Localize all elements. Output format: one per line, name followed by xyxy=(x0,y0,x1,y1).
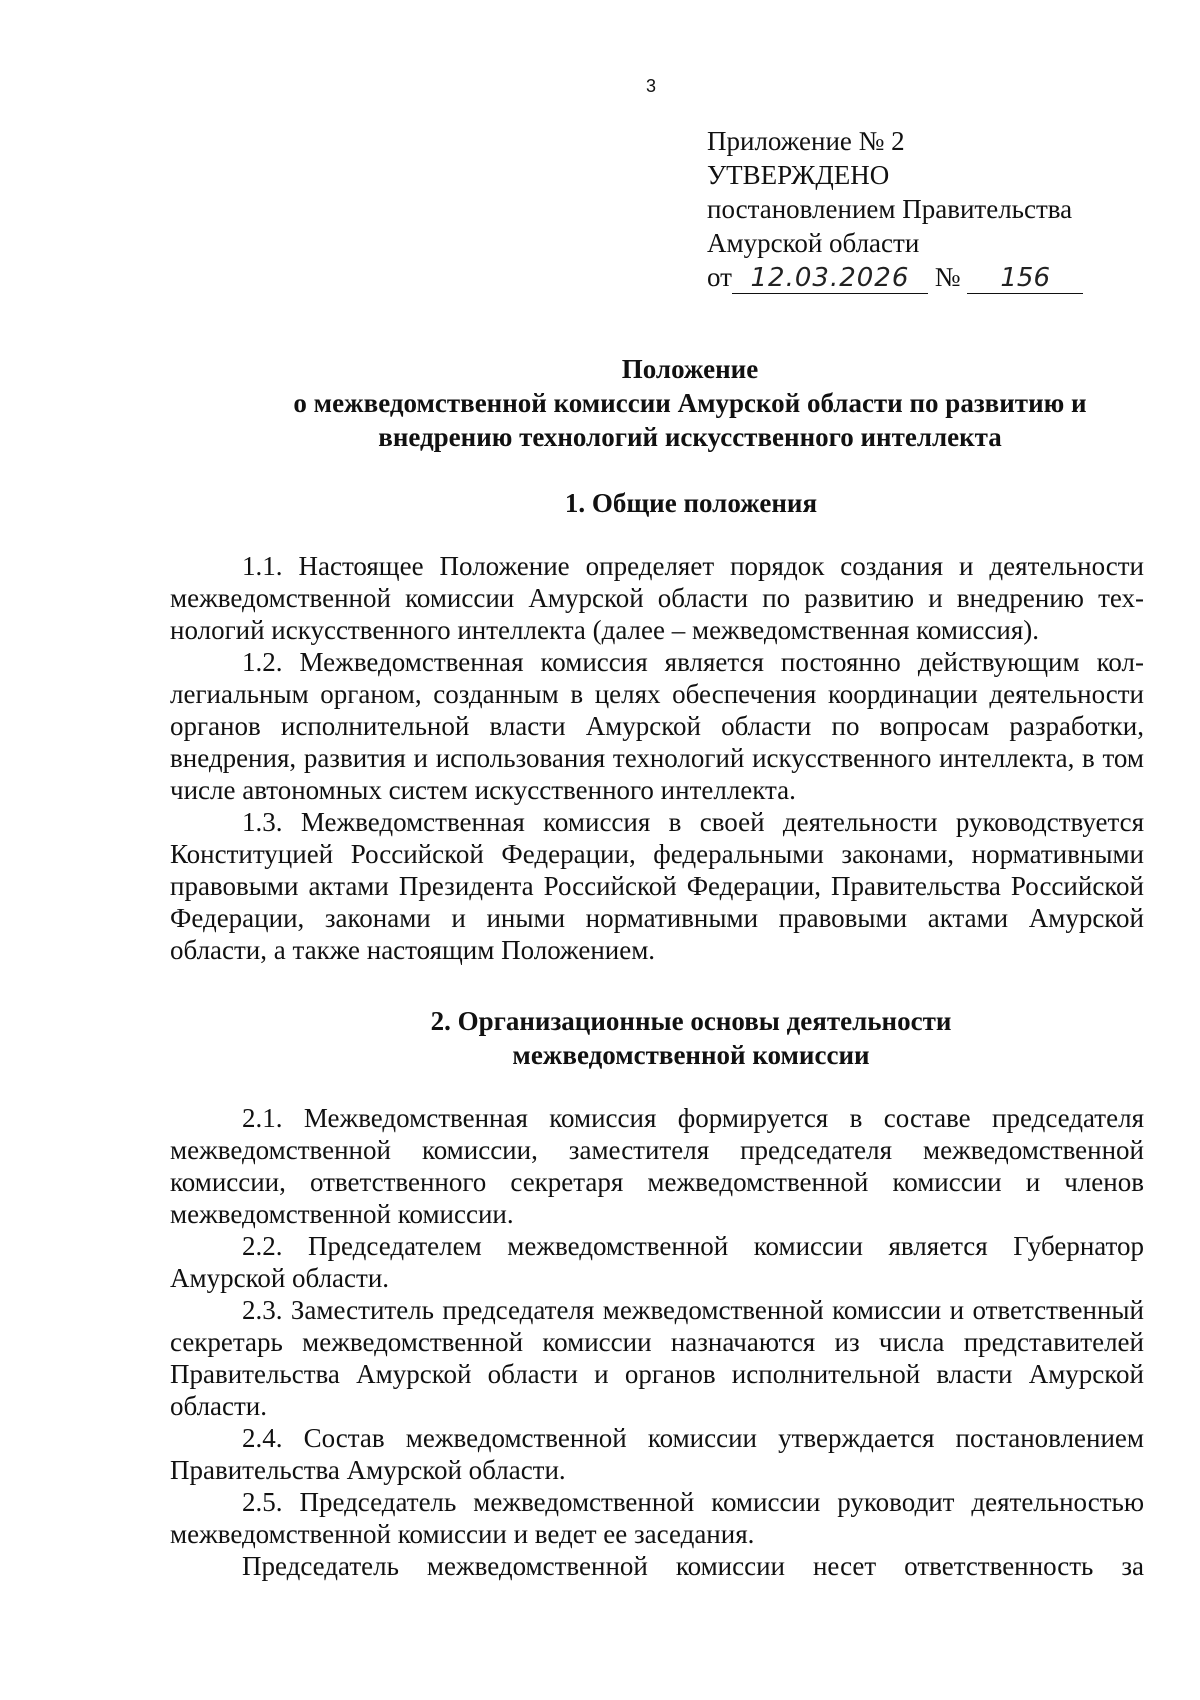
paragraph-1-3: 1.3. Межведомственная комиссия в своей деятельности руководствуется Конституцией Российской Федерации, федеральными законами, нормативными правовыми актами Президента Российской Федерации, Правительства Российской Федерации, законами и иными нормативными правовыми актами Амурской области, а также настоящим Положением. xyxy=(170,807,1144,965)
from-label: от xyxy=(707,262,732,292)
handwritten-date: 12.03.2026 xyxy=(732,263,928,294)
paragraph-2-3: 2.3. Заместитель председателя межведомственной комиссии и ответственный секретарь межведомственной комиссии назначаются из числа представителей Правительства Амурской области и органов исполнительной власти Амурской области. xyxy=(170,1295,1144,1421)
paragraph-1-2: 1.2. Межведомственная комиссия является постоянно действующим коллегиальным органом, созданным в целях обеспечения координации деятельности органов исполнительной власти Амурской области по вопросам разработки, внедрения, развития и использования технологий искусственного интеллекта, в том числе автономных систем искусственного интеллекта. xyxy=(170,647,1144,805)
section-1-body xyxy=(170,550,1144,966)
approved-label: УТВЕРЖДЕНО xyxy=(707,160,890,190)
paragraph-2-5: 2.5. Председатель межведомственной комиссии руководит деятельностью межведомственной комиссии и ведет ее заседания. xyxy=(170,1487,1144,1549)
appendix-label: Приложение № 2 xyxy=(707,126,905,156)
page-number: 3 xyxy=(645,76,656,96)
section-2-heading-line-2: межведомственной комиссии xyxy=(512,1040,870,1070)
date-number-line xyxy=(707,260,1107,294)
section-1-heading: 1. Общие положения xyxy=(564,488,818,518)
section-2-body xyxy=(170,1102,1144,1582)
paragraph-2-1: 2.1. Межведомственная комиссия формируется в составе председателя межведомственной комиссии, заместителя председателя межведомственной комиссии, ответственного секретаря межведомственной комиссии и членов межведомственной комиссии. xyxy=(170,1103,1144,1229)
paragraph-2-4: 2.4. Состав межведомственной комиссии утверждается постановлением Правительства Амурской области. xyxy=(170,1423,1144,1485)
section-2-heading xyxy=(40,1004,1200,1072)
handwritten-number: 156 xyxy=(967,263,1083,294)
paragraph-1-1: 1.1. Настоящее Положение определяет порядок создания и деятельности межведомственной комиссии Амурской области по развитию и внедрению технологий искусственного интеллекта (далее – межведомственная комиссия). xyxy=(170,551,1144,645)
section-2-heading-line-1: 2. Организационные основы деятельности xyxy=(430,1006,952,1036)
document-title xyxy=(240,352,1140,454)
paragraph-2-2: 2.2. Председателем межведомственной комиссии является Губернатор Амурской области. xyxy=(170,1231,1144,1293)
title-line-2: о межведомственной комиссии Амурской области по развитию и xyxy=(293,388,1087,418)
title-line-3: внедрению технологий искусственного интеллекта xyxy=(378,422,1002,452)
title-line-1: Положение xyxy=(621,354,759,384)
number-label: № xyxy=(934,262,961,292)
region-label: Амурской области xyxy=(707,228,920,258)
paragraph-2-5-continued: Председатель межведомственной комиссии несет ответственность за xyxy=(242,1551,1144,1581)
approval-stamp xyxy=(707,124,1107,294)
resolution-label: постановлением Правительства xyxy=(707,194,1073,224)
